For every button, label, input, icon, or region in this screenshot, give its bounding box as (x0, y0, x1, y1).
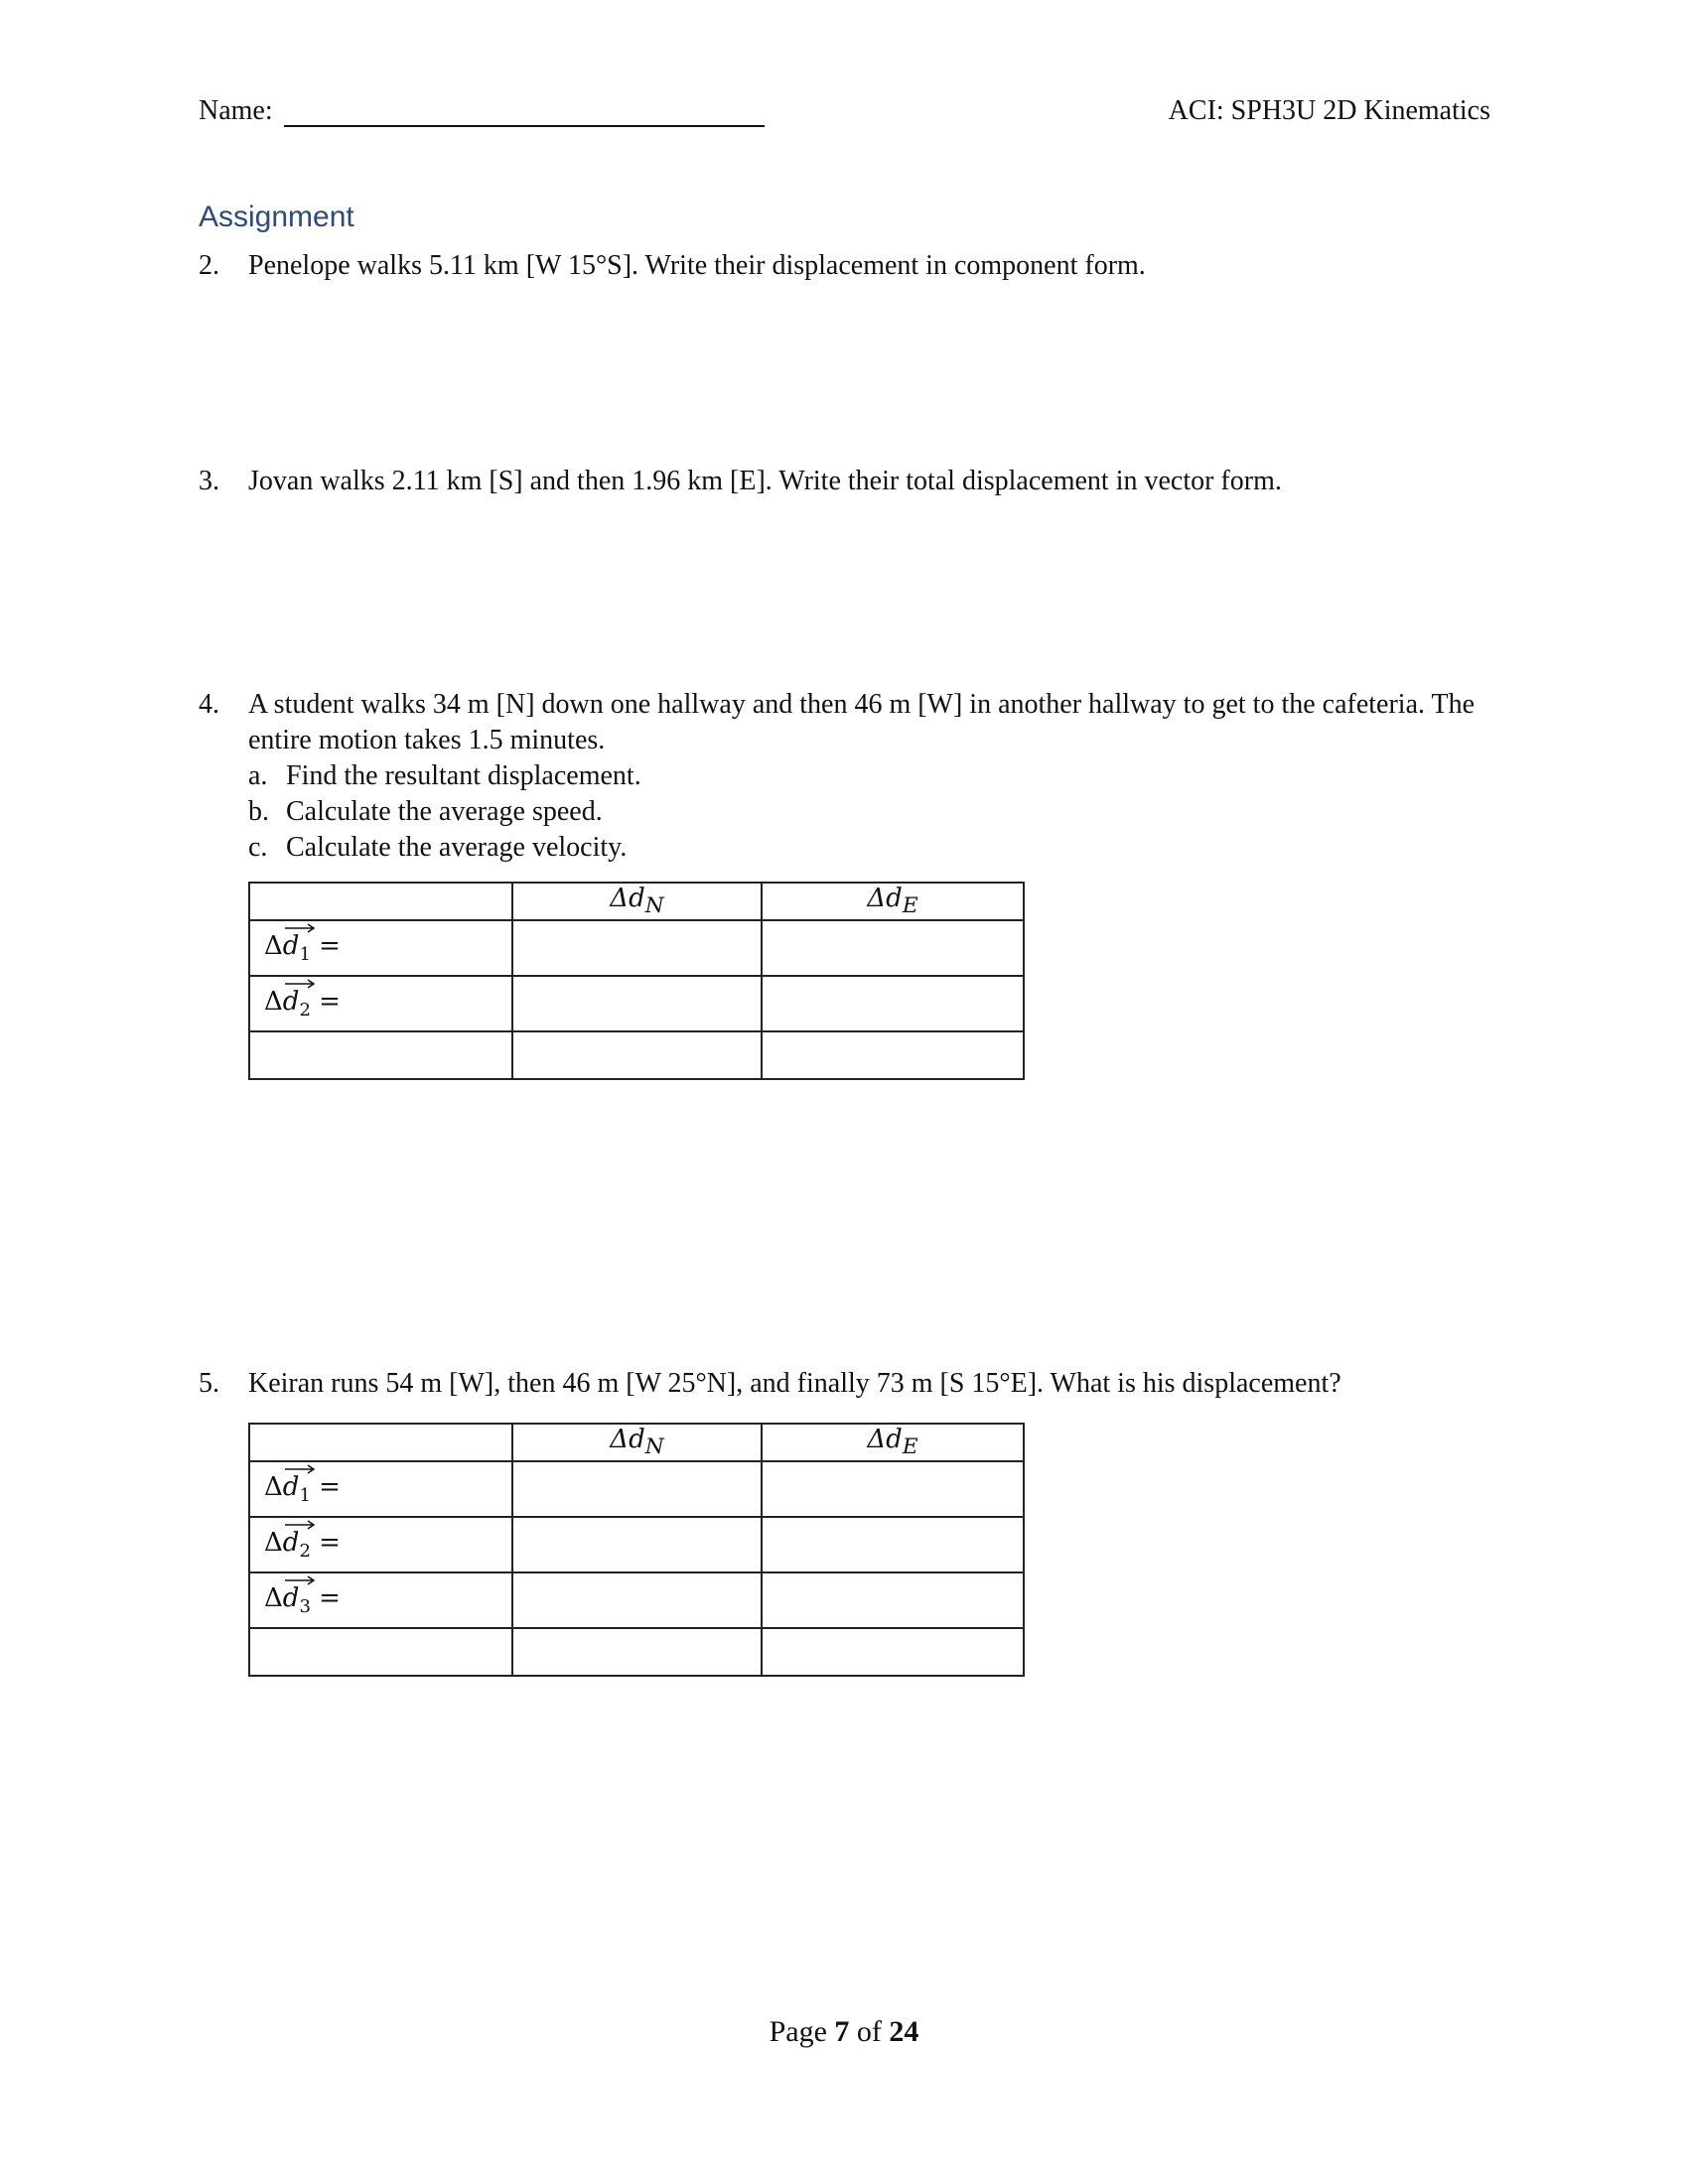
equals-sign: = (319, 1471, 341, 1502)
vector-label-d2 (249, 1517, 512, 1572)
name-blank-line[interactable] (284, 125, 765, 127)
subitem-text: Calculate the average velocity. (286, 832, 628, 863)
subitem-c (248, 830, 1489, 866)
table-row (249, 1461, 1024, 1517)
question-subitems (248, 758, 1489, 866)
equals-sign: = (319, 1582, 341, 1613)
course-title: ACI: SPH3U 2D Kinematics (1168, 95, 1490, 126)
header-d: d (629, 1425, 645, 1455)
subitem-letter: a. (248, 760, 268, 791)
answer-cell-east[interactable] (762, 1628, 1024, 1676)
header-delta-d-north (512, 883, 762, 920)
vector-subscript: 2 (299, 1541, 311, 1563)
answer-cell-east[interactable] (762, 1572, 1024, 1628)
answer-cell-east[interactable] (762, 920, 1024, 976)
vector-d: d (282, 1527, 300, 1558)
subitem-text: Calculate the average speed. (286, 796, 603, 827)
equals-sign: = (319, 986, 341, 1017)
table-header-blank (249, 883, 512, 920)
subitem-text: Find the resultant displacement. (286, 760, 641, 791)
table-header-blank (249, 1424, 512, 1461)
delta-symbol: Δ (264, 1471, 283, 1502)
vector-label-d3 (249, 1572, 512, 1628)
answer-cell-north[interactable] (512, 1572, 762, 1628)
answer-cell-north[interactable] (512, 1628, 762, 1676)
header-delta-d-north (512, 1424, 762, 1461)
components-table-q5 (248, 1423, 1025, 1677)
vector-arrow-icon (285, 1520, 315, 1530)
components-table-q4 (248, 882, 1025, 1080)
delta-symbol: Δ (264, 930, 283, 961)
table-header-row (249, 883, 1024, 920)
delta-symbol: Δ (264, 1527, 283, 1558)
table-row (249, 1517, 1024, 1572)
section-title: Assignment (199, 201, 354, 233)
header-sub-east: E (902, 893, 918, 919)
vector-arrow-icon (285, 923, 315, 933)
question-number: 3. (199, 466, 219, 496)
vector-d: d (282, 1471, 300, 1502)
answer-cell-east[interactable] (762, 1031, 1024, 1079)
question-text: Keiran runs 54 m [W], then 46 m [W 25°N], and finally 73 m [S 15°E]. What is his displacement? (248, 1368, 1341, 1399)
table-row (249, 920, 1024, 976)
table-row-total (249, 1628, 1024, 1676)
answer-cell-east[interactable] (762, 976, 1024, 1031)
header-delta-d-east (762, 1424, 1024, 1461)
name-label: Name: (199, 95, 273, 126)
delta-symbol: Δ (264, 986, 283, 1017)
equals-sign: = (319, 930, 341, 961)
answer-cell-north[interactable] (512, 920, 762, 976)
vector-label-d2 (249, 976, 512, 1031)
question-number: 2. (199, 250, 219, 281)
equals-sign: = (319, 1527, 341, 1558)
vector-d: d (282, 986, 300, 1017)
table-row-total (249, 1031, 1024, 1079)
table-header-row (249, 1424, 1024, 1461)
page-of-word: of (856, 2015, 882, 2048)
header-sub-north: N (644, 1434, 664, 1460)
subitem-letter: c. (248, 832, 268, 863)
vector-arrow-icon (285, 979, 315, 989)
total-label-cell[interactable] (249, 1628, 512, 1676)
header-delta: Δ (867, 884, 887, 914)
subitem-b (248, 794, 1489, 830)
table-row (249, 976, 1024, 1031)
question-text: A student walks 34 m [N] down one hallway and then 46 m [W] in another hallway to get to the cafeteria. The entire motion takes 1.5 minutes. (248, 689, 1476, 755)
subitem-letter: b. (248, 796, 269, 827)
subitem-a (248, 758, 1489, 794)
delta-symbol: Δ (264, 1582, 283, 1613)
vector-subscript: 2 (299, 1000, 311, 1022)
page-word: Page (769, 2015, 827, 2048)
header-sub-north: N (644, 893, 664, 919)
vector-subscript: 1 (299, 944, 311, 966)
vector-label-d1 (249, 920, 512, 976)
vector-subscript: 3 (299, 1596, 311, 1618)
answer-cell-east[interactable] (762, 1461, 1024, 1517)
page-current: 7 (834, 2015, 850, 2048)
header-delta: Δ (867, 1425, 887, 1455)
page-number (0, 2015, 1688, 2049)
table-row (249, 1572, 1024, 1628)
header-d: d (886, 1425, 903, 1455)
question-text: Jovan walks 2.11 km [S] and then 1.96 km [E]. Write their total displacement in vector form. (248, 466, 1282, 496)
header-delta: Δ (610, 1425, 630, 1455)
vector-label-d1 (249, 1461, 512, 1517)
answer-cell-east[interactable] (762, 1517, 1024, 1572)
answer-cell-north[interactable] (512, 1031, 762, 1079)
total-label-cell[interactable] (249, 1031, 512, 1079)
question-text: Penelope walks 5.11 km [W 15°S]. Write their displacement in component form. (248, 250, 1146, 281)
answer-cell-north[interactable] (512, 976, 762, 1031)
header-d: d (629, 884, 645, 914)
question-number: 4. (199, 689, 219, 720)
header-d: d (886, 884, 903, 914)
page-total: 24 (889, 2015, 919, 2048)
question-number: 5. (199, 1368, 219, 1399)
header-delta: Δ (610, 884, 630, 914)
vector-subscript: 1 (299, 1485, 311, 1507)
vector-arrow-icon (285, 1575, 315, 1585)
header-delta-d-east (762, 883, 1024, 920)
vector-d: d (282, 930, 300, 961)
vector-d: d (282, 1582, 300, 1613)
answer-cell-north[interactable] (512, 1461, 762, 1517)
header-sub-east: E (902, 1434, 918, 1460)
answer-cell-north[interactable] (512, 1517, 762, 1572)
vector-arrow-icon (285, 1464, 315, 1474)
